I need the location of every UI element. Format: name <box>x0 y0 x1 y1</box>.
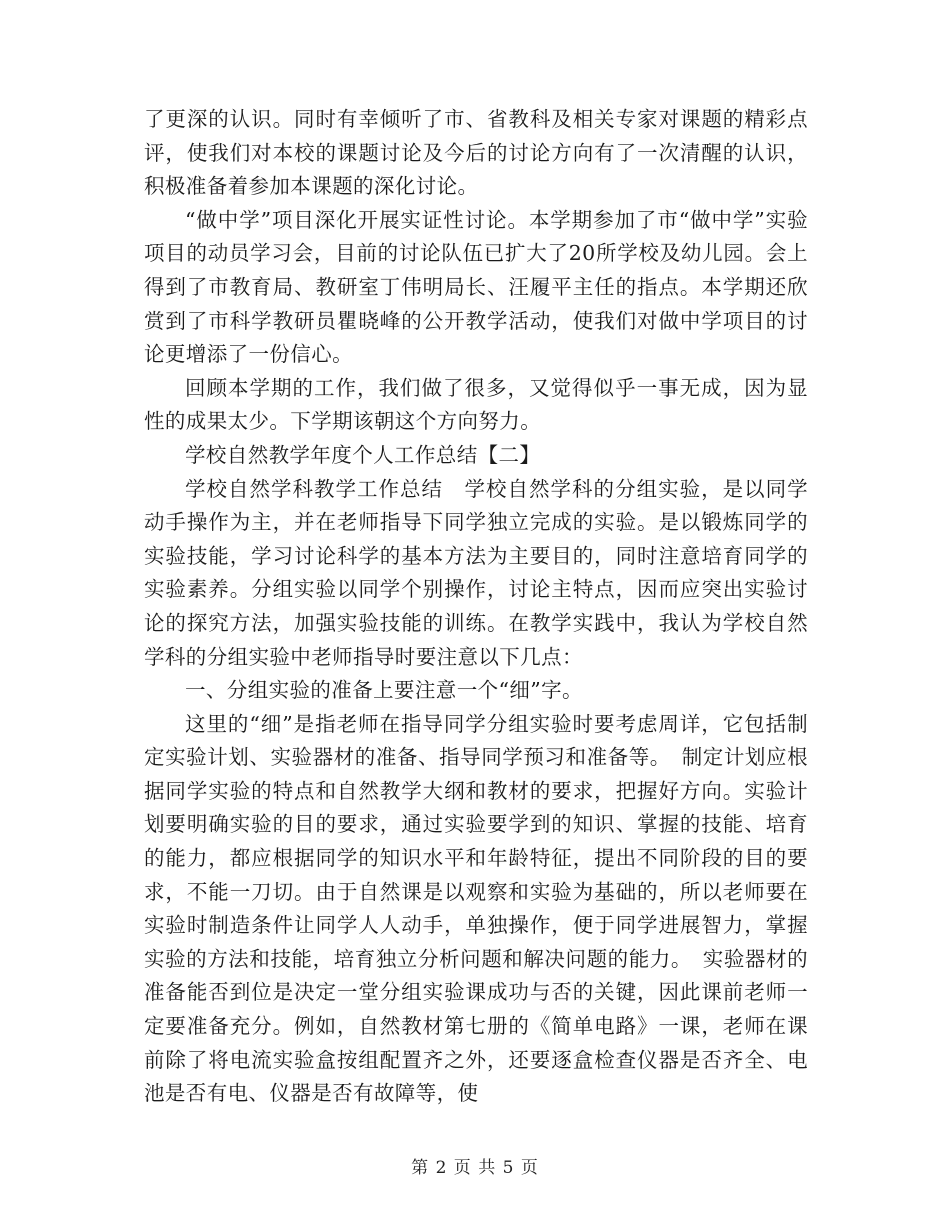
document-body <box>144 103 808 1111</box>
section-heading: 学校自然教学年度个人工作总结【二】 <box>185 442 541 467</box>
paragraph-review: 回顾本学期的工作，我们做了很多，又觉得似乎一事无成，因为显性的成果太少。下学期该朝这个方向努力。 <box>144 375 808 434</box>
paragraph-zuozhongxue: “做中学”项目深化开展实证性讨论。本学期参加了市“做中学”实验项目的动员学习会，目前的讨论队伍已扩大了20所学校及幼儿园。会上得到了市教育局、教研室丁伟明局长、汪履平主任的指点。本学期还欣赏到了市科学教研员瞿晓峰的公开教学活动，使我们对做中学项目的讨论更增添了一份信心。 <box>144 207 808 367</box>
paragraph-summary-intro: 学校自然学科教学工作总结 学校自然学科的分组实验，是以同学动手操作为主，并在老师指导下同学独立完成的实验。是以锻炼同学的实验技能，学习讨论科学的基本方法为主要目的，同时注意培育同学的实验素养。分组实验以同学个别操作，讨论主特点，因而应突出实验讨论的探究方法，加强实验技能的训练。在教学实践中，我认为学校自然学科的分组实验中老师指导时要注意以下几点： <box>144 476 808 669</box>
paragraph-point-one-detail: 这里的“细”是指老师在指导同学分组实验时要考虑周详，它包括制定实验计划、实验器材的准备、指导同学预习和准备等。 制定计划应根据同学实验的特点和自然教学大纲和教材的要求，把握好方向。实验计划要明确实验的目的要求，通过实验要学到的知识、掌握的技能、培育的能力，都应根据同学的知识水平和年龄特征，提出不同阶段的目的要求，不能一刀切。由于自然课是以观察和实验为基础的，所以老师要在实验时制造条件让同学人人动手，单独操作，便于同学进展智力，掌握实验的方法和技能，培育独立分析问题和解决问题的能力。 实验器材的准备能否到位是决定一堂分组实验课成功与否的关键，因此课前老师一定要准备充分。例如，自然教材第七册的《简单电路》一课，老师在课前除了将电流实验盒按组配置齐之外，还要逐盒检查仪器是否齐全、电池是否有电、仪器是否有故障等，使 <box>144 711 808 1106</box>
page-number-footer: 第 2 页 共 5 页 <box>411 1158 539 1178</box>
paragraph-continuation: 了更深的认识。同时有幸倾听了市、省教科及相关专家对课题的精彩点评，使我们对本校的课题讨论及今后的讨论方向有了一次清醒的认识，积极准备着参加本课题的深化讨论。 <box>144 107 808 199</box>
subheading-point-one: 一、分组实验的准备上要注意一个“细”字。 <box>185 678 583 703</box>
